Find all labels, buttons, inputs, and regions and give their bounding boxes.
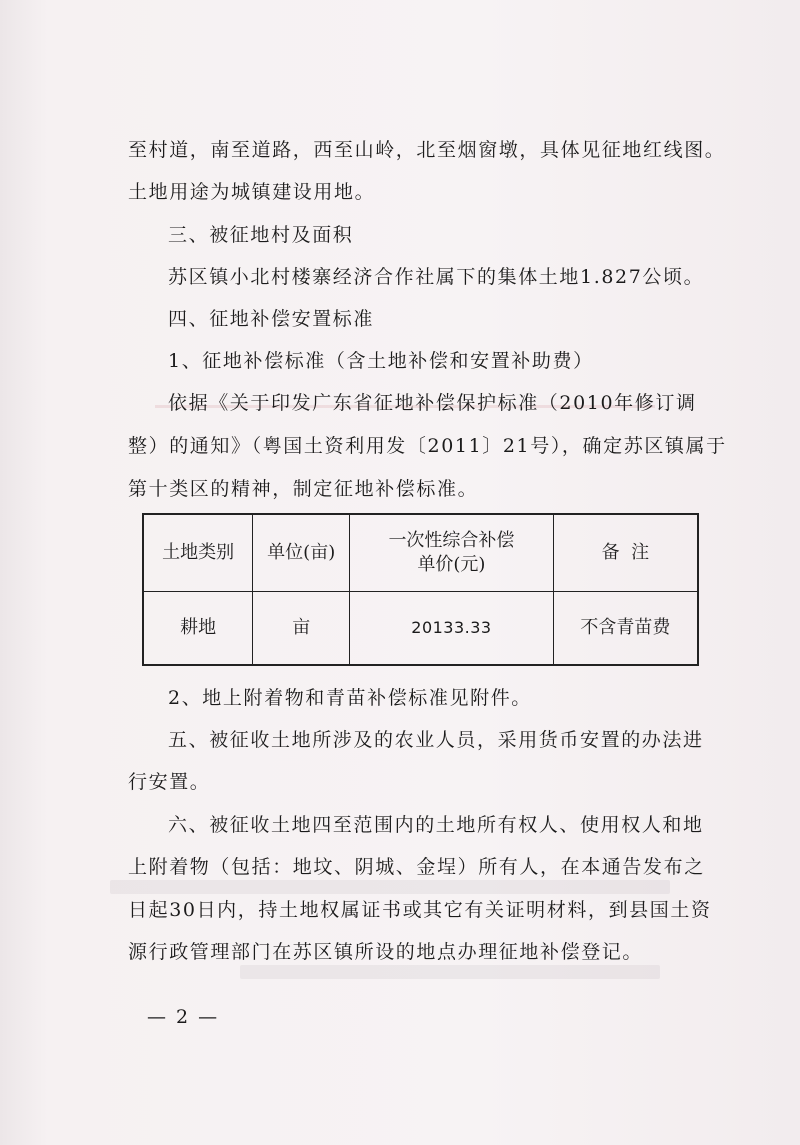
section-heading: 六、被征收土地四至范围内的土地所有权人、使用权人和地	[168, 814, 704, 836]
cell-unit-price: 20133.33	[350, 591, 554, 665]
table-row	[143, 591, 698, 665]
paragraph-line: 依据《关于印发广东省征地补偿保护标准（2010年修订调	[168, 392, 697, 414]
bleed-through-line	[110, 880, 670, 894]
paragraph-line: 日起30日内，持土地权属证书或其它有关证明材料，到县国土资	[128, 899, 712, 921]
header-unit-price	[350, 514, 554, 591]
section-heading: 三、被征地村及面积	[168, 224, 354, 246]
paragraph-line: 至村道，南至道路，西至山岭，北至烟窗墩，具体见征地红线图。	[128, 139, 726, 161]
section-heading: 五、被征收土地所涉及的农业人员，采用货币安置的办法进	[168, 729, 704, 751]
header-unit-price-line1: 一次性综合补偿	[388, 529, 515, 551]
paragraph-line: 上附着物（包括：地坟、阴城、金埕）所有人，在本通告发布之	[128, 856, 705, 878]
header-unit-price-line2: 单价(元)	[417, 553, 486, 575]
bleed-through-line	[240, 965, 660, 979]
subsection-heading: 2、地上附着物和青苗补偿标准见附件。	[168, 687, 532, 709]
section-heading: 四、征地补偿安置标准	[168, 308, 375, 330]
paragraph-line: 整）的通知》（粤国土资利用发〔2011〕21号），确定苏区镇属于	[128, 435, 727, 457]
paragraph-line: 第十类区的精神，制定征地补偿标准。	[128, 478, 479, 500]
subsection-heading: 1、征地补偿标准（含土地补偿和安置补助费）	[168, 350, 594, 372]
header-land-type: 土地类别	[143, 514, 253, 591]
header-remark: 备 注	[553, 514, 698, 591]
page-number: — 2 —	[147, 1006, 220, 1028]
cell-land-type: 耕地	[143, 591, 253, 665]
table-header-row	[143, 514, 698, 591]
paragraph-line: 行安置。	[128, 771, 211, 793]
paragraph-line: 源行政管理部门在苏区镇所设的地点办理征地补偿登记。	[128, 941, 644, 963]
paragraph-line: 苏区镇小北村楼寨经济合作社属下的集体土地1.827公顷。	[168, 266, 705, 288]
compensation-table	[142, 513, 699, 666]
cell-unit: 亩	[253, 591, 350, 665]
paragraph-line: 土地用途为城镇建设用地。	[128, 181, 376, 203]
header-unit: 单位(亩)	[253, 514, 350, 591]
cell-remark: 不含青苗费	[553, 591, 698, 665]
